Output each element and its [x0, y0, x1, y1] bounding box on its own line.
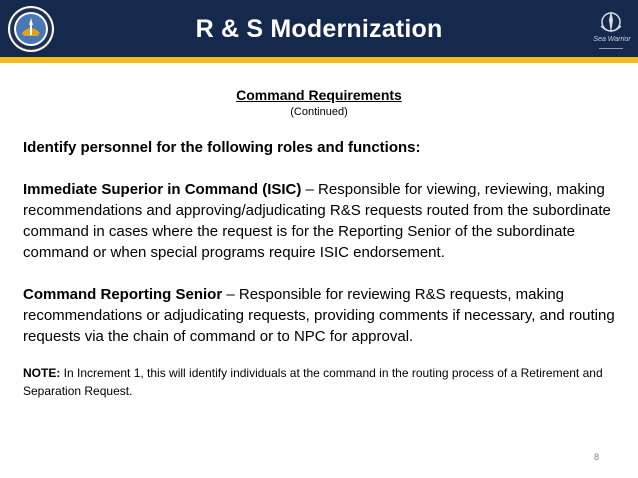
- header-gold-stripe: [0, 57, 638, 63]
- isic-description: – Responsible for viewing, reviewing, making recommendations and approving/adjudicating R&S requests routed from the subordinate command in cases where the request is for the Reporting Senior of the subordinate command or when special programs require ISIC endorsement.: [23, 181, 611, 261]
- note-text: In Increment 1, this will identify individuals at the command in the routing process of a Retirement and Separation Request.: [23, 366, 603, 398]
- slide-title: R & S Modernization: [195, 15, 443, 43]
- isic-paragraph: [23, 179, 623, 263]
- note-label: NOTE:: [23, 366, 61, 380]
- page-number: 8: [594, 452, 600, 462]
- subtitle-continued: (Continued): [290, 106, 348, 118]
- note-paragraph: [23, 364, 623, 400]
- lead-text: Identify personnel for the following roles and functions:: [23, 139, 421, 156]
- crs-term: Command Reporting Senior: [23, 286, 223, 303]
- section-subtitle: Command Requirements: [236, 87, 402, 103]
- crs-paragraph: [23, 284, 623, 347]
- slide-body: [23, 137, 623, 400]
- sea-warrior-text: Sea Warrior: [593, 36, 631, 43]
- sea-warrior-logo: [589, 6, 633, 54]
- crs-description: – Responsible for reviewing R&S requests, making recommendations or adjudicating requests, providing comments if necessary, and routing requests via the chain of command or to NPC for approval.: [23, 286, 615, 345]
- isic-term: Immediate Superior in Command (ISIC): [23, 181, 302, 198]
